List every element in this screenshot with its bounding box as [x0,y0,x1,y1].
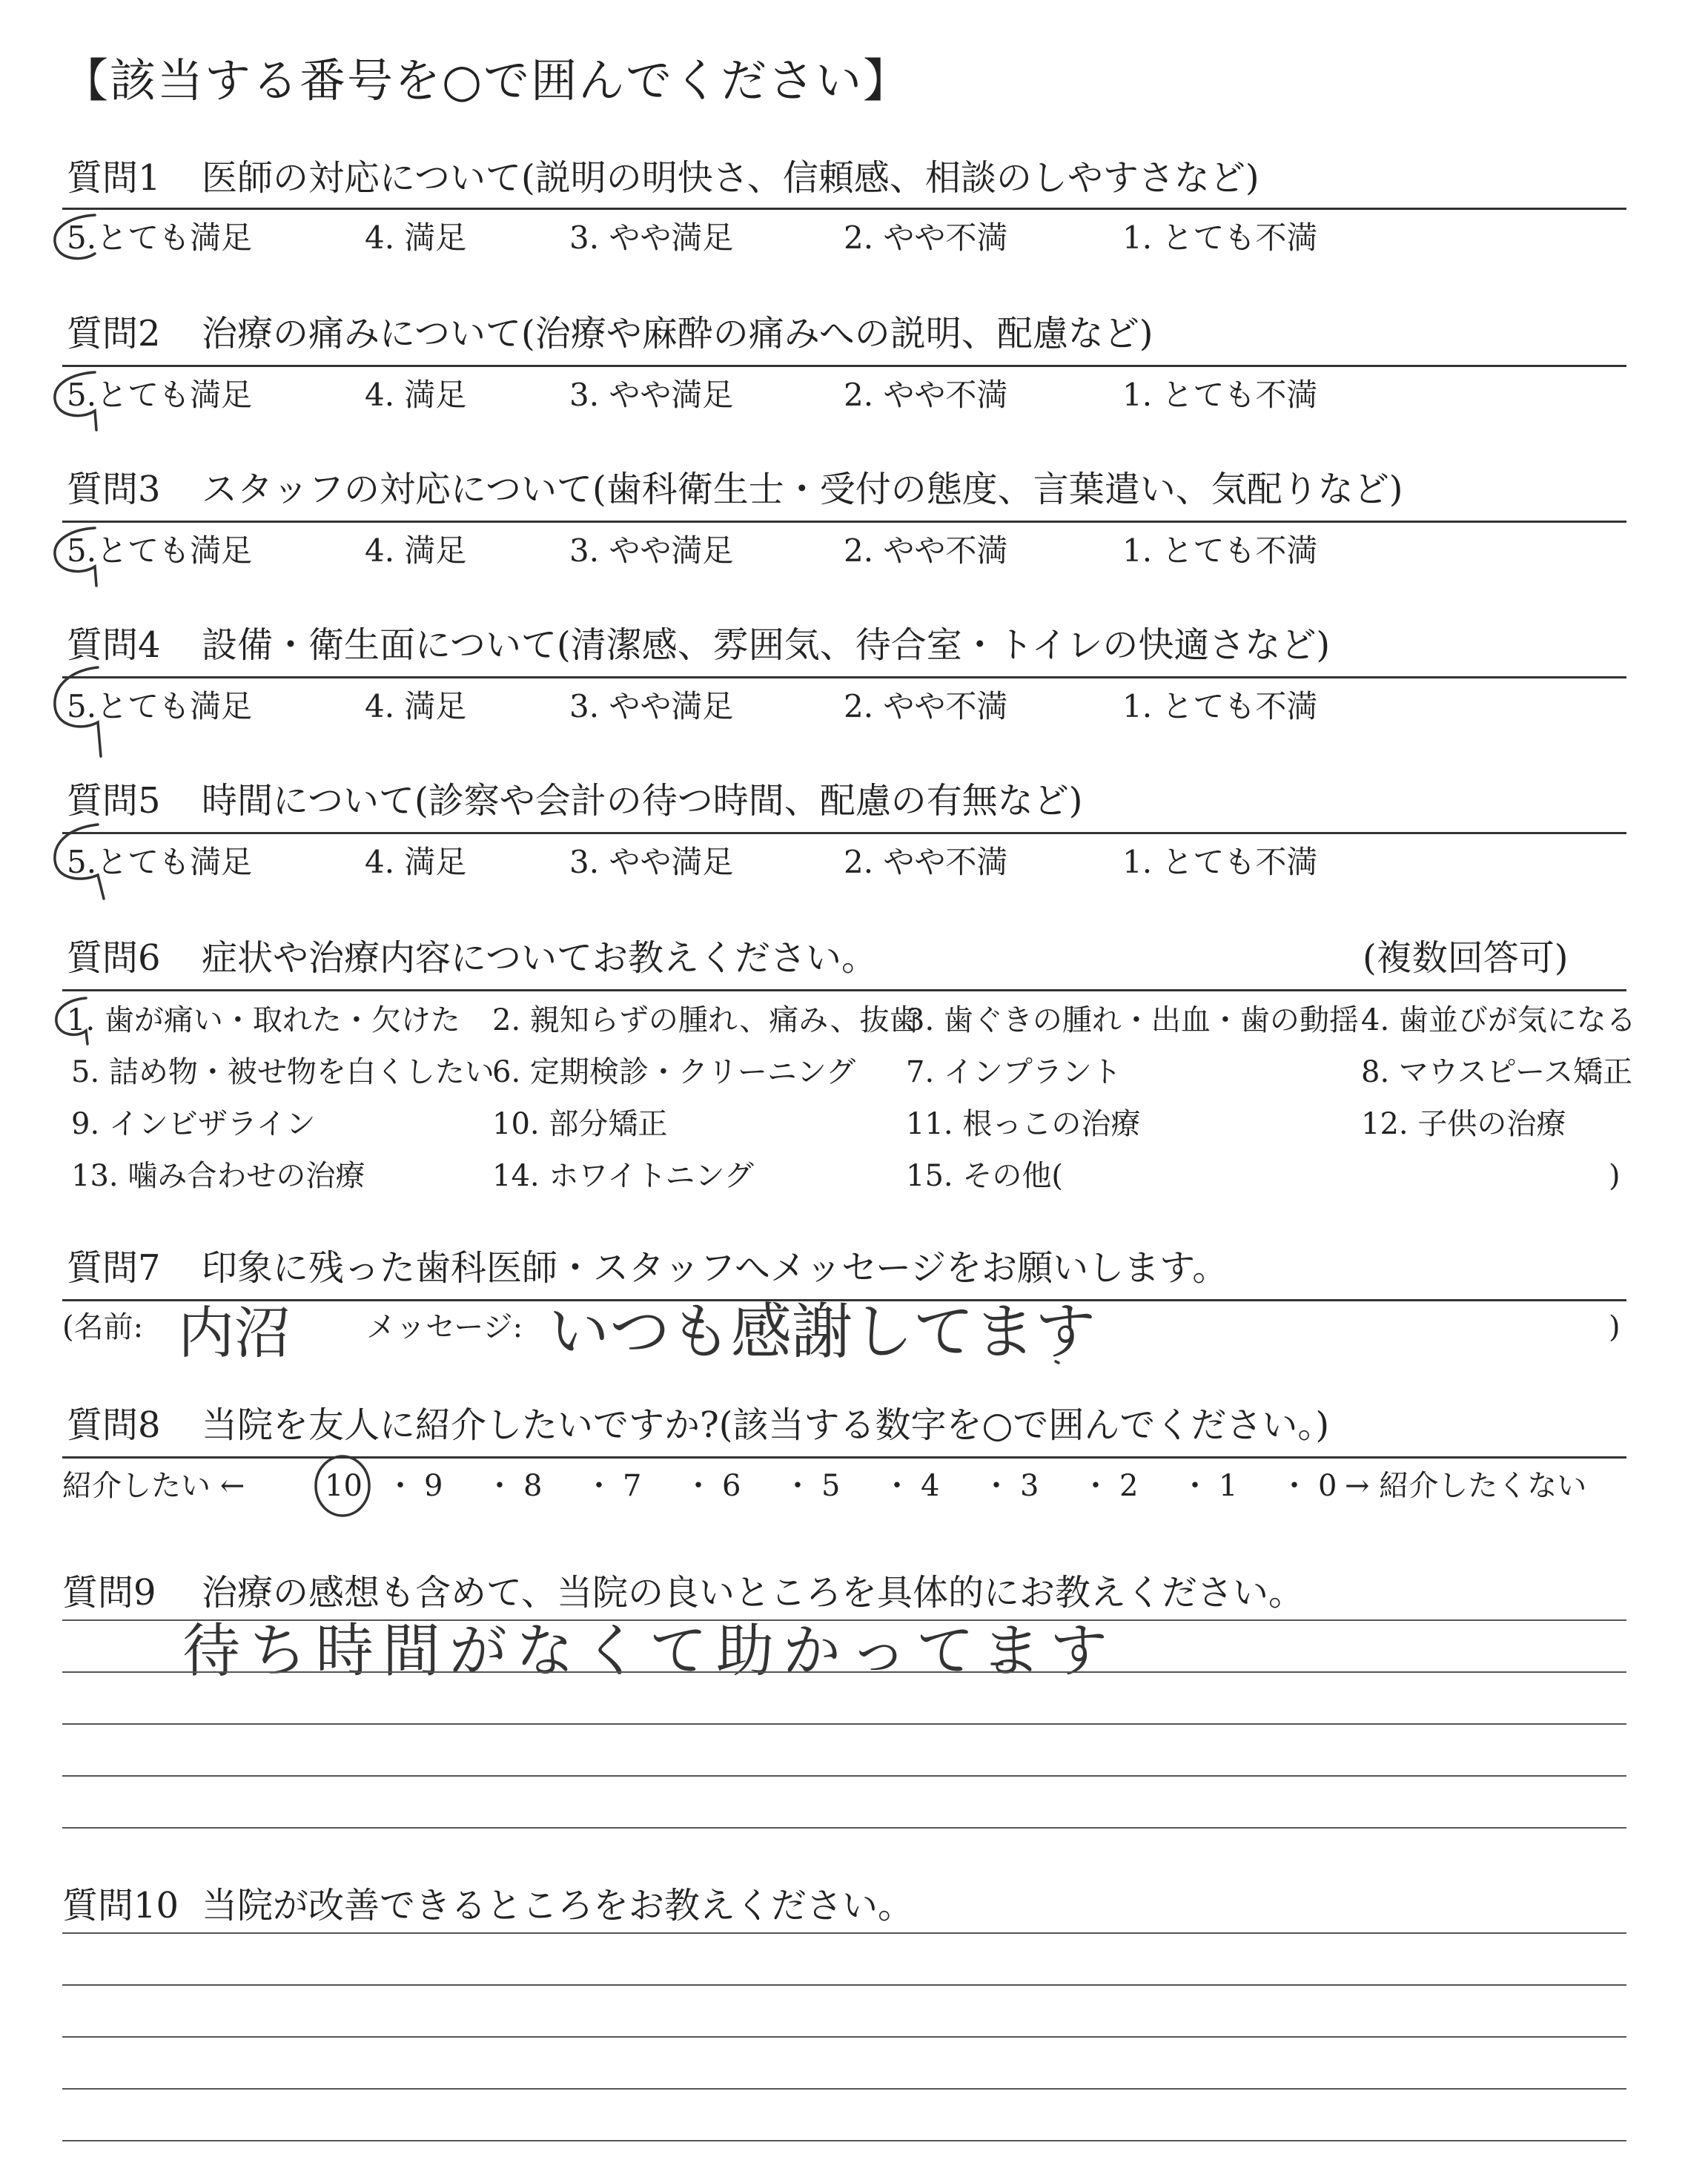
answer-line [62,1984,1626,1986]
question-1-label: 質問1 [67,157,161,199]
option-2[interactable]: 2. やや不満 [844,688,1008,724]
symptom-option[interactable]: 3. 歯ぐきの腫れ・出血・歯の動揺 [906,1003,1359,1037]
recommend-score-3[interactable]: 3 [1020,1469,1039,1503]
symptom-option[interactable]: 15. その他( [906,1159,1063,1193]
option-4[interactable]: 4. 満足 [365,688,467,724]
option-3[interactable]: 3. やや満足 [569,532,734,569]
option-5[interactable]: 5.とても満足 [67,377,253,413]
symptom-option[interactable]: 9. インビザライン [71,1107,316,1141]
scale-separator: ・ [1280,1469,1309,1503]
scale-separator: ・ [882,1469,912,1503]
option-3[interactable]: 3. やや満足 [569,688,734,724]
question-8-text: 当院を友人に紹介したいですか?(該当する数字を○で囲んでください。) [202,1404,1330,1446]
symptom-option[interactable]: 12. 子供の治療 [1361,1107,1566,1141]
other-close-paren: ) [1609,1159,1621,1193]
scale-separator: ・ [385,1469,415,1503]
answer-line [62,1775,1626,1777]
question-10-label: 質問10 [62,1885,179,1926]
recommend-score-9[interactable]: 9 [424,1469,443,1503]
option-3[interactable]: 3. やや満足 [569,844,734,880]
divider [62,832,1626,834]
option-1[interactable]: 1. とても不満 [1122,688,1318,724]
symptom-option[interactable]: 7. インプラント [906,1055,1122,1089]
question-9-text: 治療の感想も含めて、当院の良いところを具体的にお教えください。 [202,1572,1305,1614]
question-8-label: 質問8 [67,1404,161,1446]
question-10-text: 当院が改善できるところをお教えください。 [202,1885,914,1926]
question-3-label: 質問3 [67,469,161,510]
option-2[interactable]: 2. やや不満 [844,377,1008,413]
scale-separator: ・ [1180,1469,1210,1503]
recommend-left-label: 紹介したい ← [62,1469,245,1503]
name-field[interactable]: 内沼 [178,1300,291,1366]
option-2[interactable]: 2. やや不満 [844,532,1008,569]
option-3[interactable]: 3. やや満足 [569,377,734,413]
scale-separator: ・ [584,1469,614,1503]
recommend-score-7[interactable]: 7 [623,1469,642,1503]
answer-line [62,1723,1626,1725]
option-3[interactable]: 3. やや満足 [569,219,734,256]
option-5[interactable]: 5.とても満足 [67,844,253,880]
question-9-label: 質問9 [62,1572,156,1614]
divider [62,989,1626,991]
option-4[interactable]: 4. 満足 [365,532,467,569]
message-close-paren: ) [1609,1310,1621,1344]
answer-line [62,2088,1626,2090]
recommend-score-10[interactable]: 10 [325,1469,363,1503]
answer-line [62,1932,1626,1934]
option-1[interactable]: 1. とても不満 [1122,219,1318,256]
scale-separator: ・ [982,1469,1011,1503]
option-1[interactable]: 1. とても不満 [1122,377,1318,413]
answer-line [62,1671,1626,1673]
symptom-option[interactable]: 10. 部分矯正 [492,1107,668,1141]
recommend-score-0[interactable]: 0 [1318,1469,1337,1503]
symptom-option[interactable]: 13. 噛み合わせの治療 [71,1159,365,1193]
option-5[interactable]: 5.とても満足 [67,532,253,569]
divider [62,521,1626,523]
good-points-answer[interactable]: 待ち時間がなくて助かってます [182,1618,1117,1685]
option-2[interactable]: 2. やや不満 [844,219,1008,256]
question-5-text: 時間について(診察や会計の待つ時間、配慮の有無など) [202,780,1083,822]
answer-line [62,2036,1626,2038]
symptom-option[interactable]: 2. 親知らずの腫れ、痛み、抜歯 [492,1003,919,1037]
recommend-right-label: → 紹介したくない [1345,1469,1587,1503]
divider [62,365,1626,367]
question-2-label: 質問2 [67,313,161,354]
question-1-text: 医師の対応について(説明の明快さ、信頼感、相談のしやすさなど) [202,157,1260,199]
recommend-score-8[interactable]: 8 [523,1469,543,1503]
question-7-text: 印象に残った歯科医師・スタッフへメッセージをお願いします。 [202,1247,1228,1289]
recommend-score-4[interactable]: 4 [921,1469,940,1503]
multiple-answers-note: (複数回答可) [1363,937,1569,979]
divider [62,676,1626,678]
symptom-option[interactable]: 6. 定期検診・クリーニング [492,1055,856,1089]
question-5-label: 質問5 [67,780,161,822]
symptom-option[interactable]: 5. 詰め物・被せ物を白くしたい [71,1055,494,1089]
option-4[interactable]: 4. 満足 [365,844,467,880]
option-4[interactable]: 4. 満足 [365,377,467,413]
symptom-option[interactable]: 4. 歯並びが気になる [1361,1003,1636,1037]
symptom-option[interactable]: 1. 歯が痛い・取れた・欠けた [67,1003,460,1037]
symptom-option[interactable]: 11. 根っこの治療 [906,1107,1141,1141]
option-1[interactable]: 1. とても不満 [1122,532,1318,569]
page-title: 【該当する番号を○で囲んでください】 [62,53,911,108]
symptom-option[interactable]: 8. マウスピース矯正 [1361,1055,1633,1089]
question-4-text: 設備・衛生面について(清潔感、雰囲気、待合室・トイレの快適さなど) [202,624,1331,666]
question-4-label: 質問4 [67,624,161,666]
scale-separator: ・ [1081,1469,1110,1503]
option-5[interactable]: 5.とても満足 [67,688,253,724]
question-3-text: スタッフの対応について(歯科衛生士・受付の態度、言葉遣い、気配りなど) [202,469,1403,510]
question-7-label: 質問7 [67,1247,161,1289]
recommend-score-6[interactable]: 6 [722,1469,741,1503]
option-2[interactable]: 2. やや不満 [844,844,1008,880]
question-6-label: 質問6 [67,937,161,979]
option-4[interactable]: 4. 満足 [365,219,467,256]
answer-line [62,2140,1626,2141]
answer-line [62,1827,1626,1829]
divider [62,1456,1626,1459]
divider [62,208,1626,210]
scale-separator: ・ [485,1469,514,1503]
symptom-option[interactable]: 14. ホワイトニング [492,1159,754,1193]
name-label: (名前: [62,1310,144,1344]
question-2-text: 治療の痛みについて(治療や麻酔の痛みへの説明、配慮など) [202,313,1153,354]
recommend-score-5[interactable]: 5 [821,1469,841,1503]
scale-separator: ・ [783,1469,812,1503]
message-field[interactable]: いつも感謝してます [549,1297,1096,1367]
option-1[interactable]: 1. とても不満 [1122,844,1318,880]
question-6-text: 症状や治療内容についてお教えください。 [202,937,878,979]
recommend-score-2[interactable]: 2 [1119,1469,1139,1503]
scale-separator: ・ [683,1469,713,1503]
option-5[interactable]: 5.とても満足 [67,219,253,256]
message-label: メッセージ: [366,1310,523,1344]
recommend-score-1[interactable]: 1 [1219,1469,1238,1503]
